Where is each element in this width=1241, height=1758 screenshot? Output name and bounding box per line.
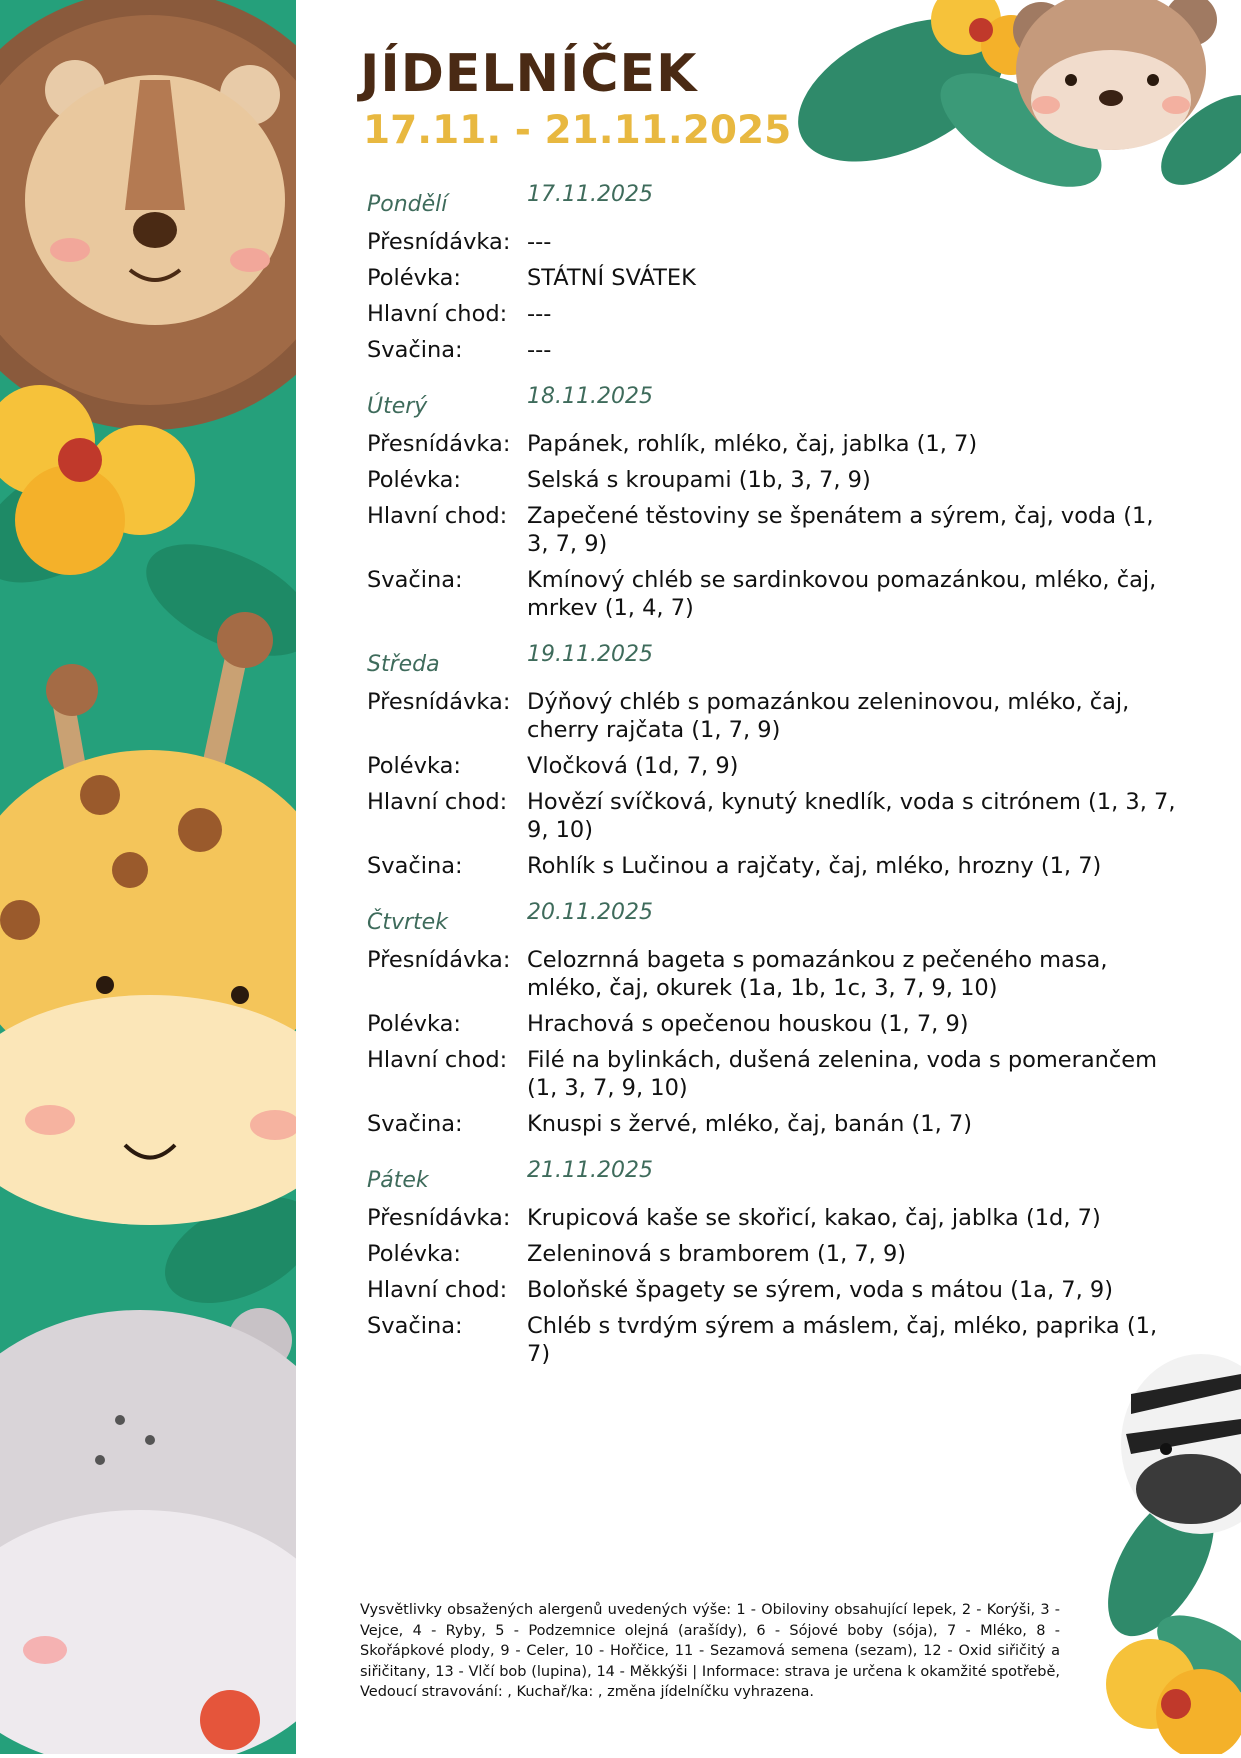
meal-value: ---: [527, 301, 552, 327]
meal-row: [367, 1110, 1177, 1138]
meal-label: Přesnídávka:: [367, 229, 511, 255]
top-right-decoration: [791, 0, 1241, 190]
meal-label: Hlavní chod:: [367, 1047, 508, 1073]
meal-label: Přesnídávka:: [367, 1205, 511, 1231]
meal-row: [367, 502, 1177, 558]
meal-row: [367, 1240, 1177, 1268]
meal-label: Hlavní chod:: [367, 503, 508, 529]
meal-row: [367, 852, 1177, 880]
meal-label: Svačina:: [367, 1313, 463, 1339]
bottom-right-decoration: [1091, 1334, 1241, 1754]
meal-label: Přesnídávka:: [367, 947, 511, 973]
meal-row: [367, 430, 1177, 458]
day-thursday: [367, 900, 1177, 1138]
meal-row: [367, 688, 1177, 744]
meal-value: Hovězí svíčková, kynutý knedlík, voda s citrónem (1, 3, 7, 9, 10): [527, 789, 1176, 843]
meal-row: [367, 1204, 1177, 1232]
day-monday: [367, 182, 1177, 364]
day-date: 18.11.2025: [527, 384, 653, 409]
meal-value: Filé na bylinkách, dušená zelenina, voda s pomerančem (1, 3, 7, 9, 10): [527, 1047, 1158, 1101]
allergen-footnote: Vysvětlivky obsažených alergenů uvedených výše: 1 - Obiloviny obsahující lepek, 2 - Korýši, 3 - Vejce, 4 - Ryby, 5 - Podzemnice olejná (arašídy), 6 - Sójové boby (sója), 7 - Mléko, 8 - Skořápkové plody, 9 - Celer, 10 - Hořčice, 11 - Sezamová semena (sezam), 12 - Oxid siřičitý a siřičitany, 13 - Vlčí bob (lupina), 14 - Měkkýši | Informace: strava je určena k okamžité spotřebě, Vedoucí stravování: , Kuchař/ka: , změna jídelníčku vyhrazena.: [360, 1602, 1060, 1700]
meal-row: [367, 228, 1177, 256]
day-date: 20.11.2025: [527, 900, 653, 925]
meal-label: Svačina:: [367, 567, 463, 593]
day-wednesday: [367, 642, 1177, 880]
meal-row: [367, 336, 1177, 364]
page-title: JÍDELNÍČEK: [360, 44, 698, 104]
day-heading: [367, 384, 1177, 422]
meal-label: Polévka:: [367, 265, 461, 291]
meal-value: Knuspi s žervé, mléko, čaj, banán (1, 7): [527, 1111, 972, 1137]
day-heading: [367, 182, 1177, 220]
day-heading: [367, 900, 1177, 938]
meal-label: Svačina:: [367, 853, 463, 879]
meal-value: Boloňské špagety se sýrem, voda s mátou (1a, 7, 9): [527, 1277, 1113, 1303]
meal-value: Zapečené těstoviny se špenátem a sýrem, čaj, voda (1, 3, 7, 9): [527, 503, 1154, 557]
meal-value: STÁTNÍ SVÁTEK: [527, 265, 696, 291]
meal-row: [367, 264, 1177, 292]
days-list: [367, 182, 1177, 1388]
lion-illustration: [0, 0, 296, 430]
meal-label: Hlavní chod:: [367, 789, 508, 815]
day-heading: [367, 1158, 1177, 1196]
meal-label: Polévka:: [367, 1241, 461, 1267]
day-heading: [367, 642, 1177, 680]
meal-row: [367, 466, 1177, 494]
meal-label: Polévka:: [367, 1011, 461, 1037]
meal-label: Svačina:: [367, 1111, 463, 1137]
day-name: Čtvrtek: [367, 910, 448, 935]
day-name: Středa: [367, 652, 440, 677]
meal-row: [367, 946, 1177, 1002]
day-name: Pondělí: [367, 192, 448, 217]
meal-value: Selská s kroupami (1b, 3, 7, 9): [527, 467, 871, 493]
meal-value: Dýňový chléb s pomazánkou zeleninovou, mléko, čaj, cherry rajčata (1, 7, 9): [527, 689, 1130, 743]
bear-illustration: [791, 0, 1241, 190]
meal-row: [367, 1046, 1177, 1102]
meal-value: Rohlík s Lučinou a rajčaty, čaj, mléko, hrozny (1, 7): [527, 853, 1102, 879]
meal-label: Hlavní chod:: [367, 301, 508, 327]
meal-row: [367, 788, 1177, 844]
day-name: Pátek: [367, 1168, 429, 1193]
meal-value: Vločková (1d, 7, 9): [527, 753, 739, 779]
day-name: Úterý: [367, 394, 428, 419]
date-range: 17.11. - 21.11.2025: [363, 108, 792, 153]
meal-row: [367, 1010, 1177, 1038]
meal-value: Hrachová s opečenou houskou (1, 7, 9): [527, 1011, 969, 1037]
meal-label: Přesnídávka:: [367, 431, 511, 457]
meal-value: Chléb s tvrdým sýrem a máslem, čaj, mléko, paprika (1, 7): [527, 1313, 1158, 1367]
day-date: 19.11.2025: [527, 642, 653, 667]
zebra-illustration: [1091, 1334, 1241, 1754]
meal-value: Krupicová kaše se skořicí, kakao, čaj, jablka (1d, 7): [527, 1205, 1101, 1231]
jungle-illustration: [0, 0, 296, 1754]
meal-value: Papánek, rohlík, mléko, čaj, jablka (1, 7): [527, 431, 978, 457]
day-date: 21.11.2025: [527, 1158, 653, 1183]
meal-row: [367, 566, 1177, 622]
meal-row: [367, 752, 1177, 780]
meal-row: [367, 1312, 1177, 1368]
meal-label: Přesnídávka:: [367, 689, 511, 715]
meal-label: Svačina:: [367, 337, 463, 363]
meal-value: Kmínový chléb se sardinkovou pomazánkou, mléko, čaj, mrkev (1, 4, 7): [527, 567, 1157, 621]
day-friday: [367, 1158, 1177, 1368]
meal-row: [367, 1276, 1177, 1304]
meal-value: ---: [527, 229, 552, 255]
giraffe-illustration: [0, 612, 296, 1225]
meal-label: Polévka:: [367, 467, 461, 493]
day-date: 17.11.2025: [527, 182, 653, 207]
left-decoration-strip: [0, 0, 296, 1754]
meal-value: Zeleninová s bramborem (1, 7, 9): [527, 1241, 907, 1267]
meal-row: [367, 300, 1177, 328]
day-tuesday: [367, 384, 1177, 622]
meal-label: Polévka:: [367, 753, 461, 779]
meal-label: Hlavní chod:: [367, 1277, 508, 1303]
meal-value: ---: [527, 337, 552, 363]
hippo-illustration: [0, 1308, 296, 1754]
meal-value: Celozrnná bageta s pomazánkou z pečeného masa, mléko, čaj, okurek (1a, 1b, 1c, 3, 7, 9, 10): [527, 947, 1108, 1001]
